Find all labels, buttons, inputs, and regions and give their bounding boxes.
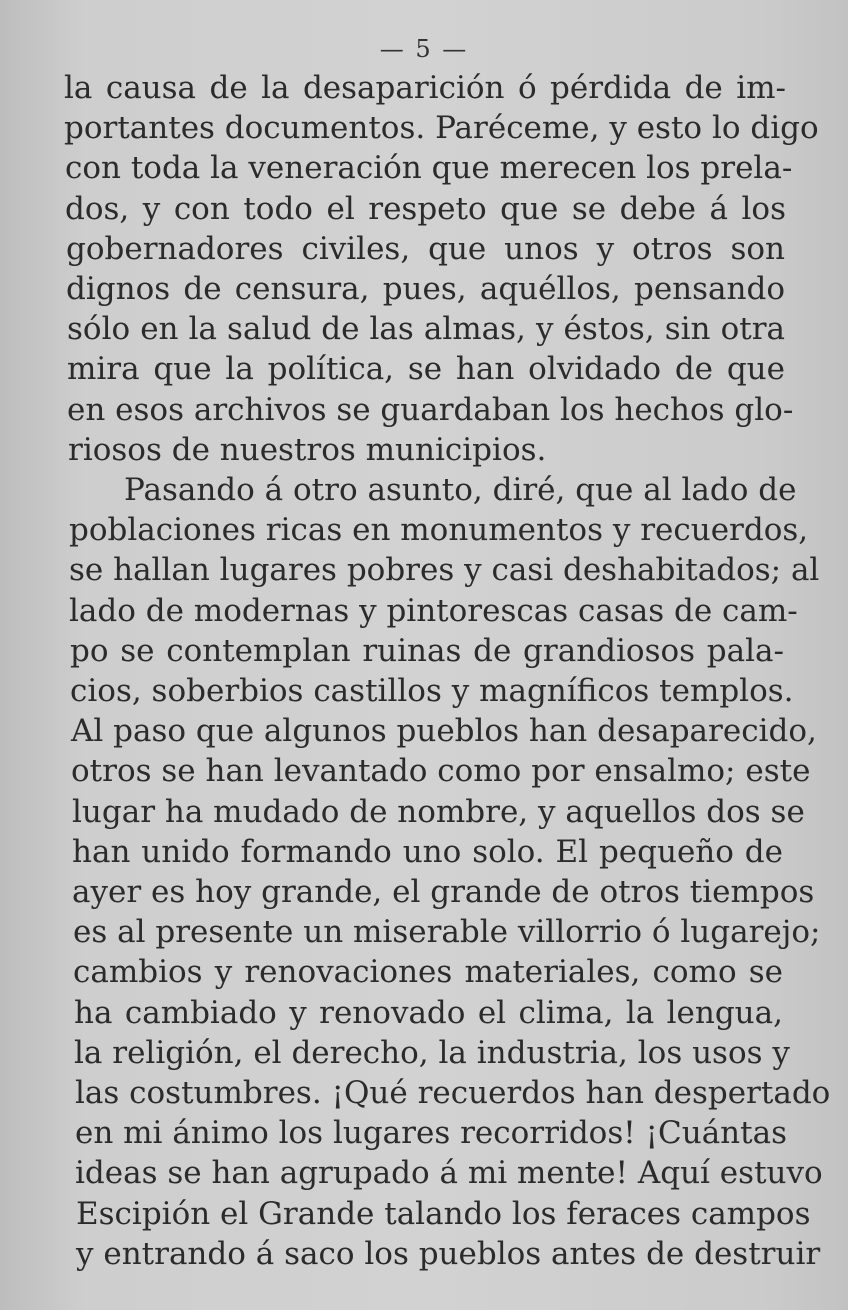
text-line: lugar ha mudado de nombre, y aquellos dos se bbox=[72, 793, 805, 830]
text-line: portantes documentos. Paréceme, y esto lo digo bbox=[64, 110, 819, 147]
page-number: — 5 — bbox=[379, 35, 469, 63]
text-line: la religión, el derecho, la industria, los usos y bbox=[74, 1034, 790, 1071]
text-line: lado de modernas y pintorescas casas de cam- bbox=[69, 592, 798, 629]
text-line: las costumbres. ¡Qué recuerdos han despertado bbox=[75, 1075, 831, 1111]
text-line: gobernadores civiles, que unos y otros son bbox=[66, 230, 785, 267]
text-line: dignos de censura, pues, aquéllos, pensando bbox=[66, 271, 785, 307]
text-line: Escipión el Grande talando los feraces campos bbox=[76, 1195, 811, 1232]
text-line: con toda la veneración que merecen los prela- bbox=[65, 150, 793, 187]
text-line: han unido formando uno solo. El pequeño de bbox=[72, 833, 783, 870]
text-line: Al paso que algunos pueblos han desaparecido, bbox=[71, 713, 817, 750]
text-line: dos, y con todo el respeto que se debe á los bbox=[65, 190, 786, 227]
text-line: ha cambiado y renovado el clima, la lengua, bbox=[74, 994, 783, 1031]
text-line: mira que la política, se han olvidado de que bbox=[67, 351, 785, 388]
text-line: otros se han levantado como por ensalmo; este bbox=[71, 753, 811, 790]
text-line: es al presente un miserable villorrio ó lugarejo; bbox=[73, 914, 821, 951]
text-line: cambios y renovaciones materiales, como se bbox=[73, 954, 783, 991]
text-line: po se contemplan ruinas de grandiosos pala- bbox=[70, 632, 784, 669]
text-line: la causa de la desaparición ó pérdida de im- bbox=[64, 70, 786, 106]
text-line: sólo en la salud de las almas, y éstos, sin otra bbox=[67, 311, 785, 348]
text-line: ideas se han agrupado á mi mente! Aquí estuvo bbox=[75, 1155, 823, 1192]
text-line: riosos de nuestros municipios. bbox=[68, 431, 547, 468]
text-line: Pasando á otro asunto, diré, que al lado de bbox=[124, 472, 797, 508]
text-line: cios, soberbios castillos y magníficos templos. bbox=[70, 673, 794, 709]
text-line: en esos archivos se guardaban los hechos glo- bbox=[67, 391, 794, 428]
text-line: ayer es hoy grande, el grande de otros tiempos bbox=[72, 874, 815, 910]
text-line: poblaciones ricas en monumentos y recuerdos, bbox=[69, 512, 809, 549]
text-line: y entrando á saco los pueblos antes de destruir bbox=[76, 1235, 821, 1272]
text-line: en mi ánimo los lugares recorridos! ¡Cuántas bbox=[75, 1115, 787, 1152]
text-line: se hallan lugares pobres y casi deshabitados; al bbox=[69, 552, 820, 589]
